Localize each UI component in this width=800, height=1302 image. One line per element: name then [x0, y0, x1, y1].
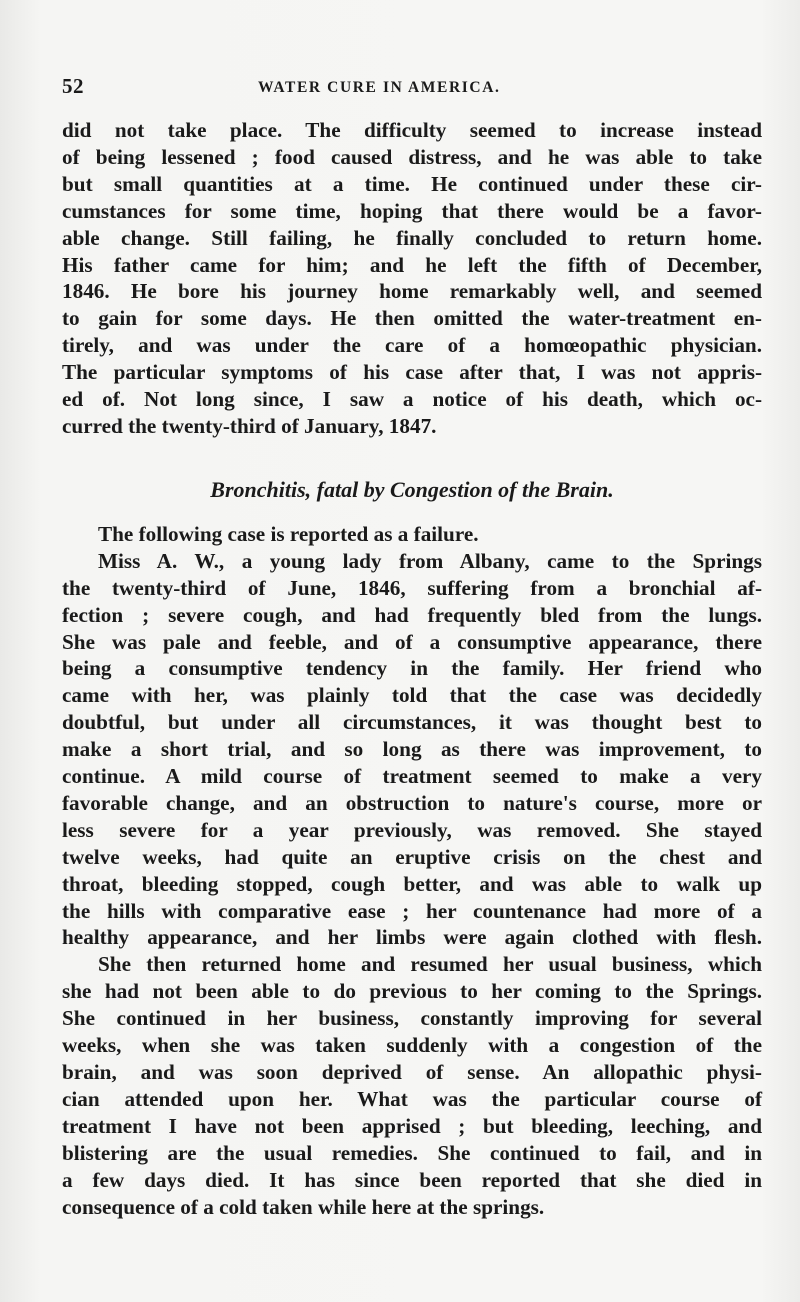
- text-line: the hills with comparative ease ; her countenance had more of a: [62, 898, 762, 923]
- text-line: cumstances for some time, hoping that there would be a favor-: [62, 198, 762, 223]
- text-line: healthy appearance, and her limbs were again clothed with flesh.: [62, 925, 762, 950]
- text-line: favorable change, and an obstruction to nature's course, more or: [62, 790, 762, 815]
- text-line: blistering are the usual remedies. She continued to fail, and in: [62, 1140, 762, 1165]
- text-line: came with her, was plainly told that the case was decidedly: [62, 683, 762, 708]
- text-line: a few days died. It has since been reported that she died in: [62, 1167, 762, 1192]
- text-line: throat, bleeding stopped, cough better, and was able to walk up: [62, 871, 762, 896]
- text-line: ed of. Not long since, I saw a notice of his death, which oc-: [62, 387, 762, 412]
- text-line: His father came for him; and he left the fifth of December,: [62, 252, 762, 277]
- text-line: curred the twenty-third of January, 1847.: [62, 413, 437, 438]
- text-line: of being lessened ; food caused distress, and he was able to take: [62, 144, 762, 169]
- text-line: consequence of a cold taken while here at the springs.: [62, 1194, 545, 1219]
- text-line: 1846. He bore his journey home remarkably well, and seemed: [62, 279, 762, 304]
- text-line: doubtful, but under all circumstances, it was thought best to: [62, 710, 762, 735]
- text-line: She was pale and feeble, and of a consumptive appearance, there: [62, 629, 762, 654]
- text-line: tirely, and was under the care of a homœopathic physician.: [62, 333, 762, 358]
- text-line: cian attended upon her. What was the particular course of: [62, 1086, 762, 1111]
- body-text: [62, 117, 762, 1220]
- text-line: fection ; severe cough, and had frequently bled from the lungs.: [62, 602, 762, 627]
- page-number: 52: [62, 74, 84, 98]
- paragraph-continued: [62, 117, 762, 440]
- text-line: twelve weeks, had quite an eruptive crisis on the chest and: [62, 844, 762, 869]
- text-line: treatment I have not been apprised ; but bleeding, leeching, and: [62, 1113, 762, 1138]
- text-line: brain, and was soon deprived of sense. An allopathic physi-: [62, 1060, 762, 1084]
- text-line: She continued in her business, constantly improving for several: [62, 1006, 762, 1031]
- paragraph-outcome: [62, 951, 762, 1220]
- paragraph-intro: [62, 521, 762, 548]
- text-line: did not take place. The difficulty seemed to increase instead: [62, 118, 762, 142]
- text-line: being a consumptive tendency in the family. Her friend who: [62, 656, 762, 681]
- text-line: She then returned home and resumed her usual business, which: [98, 952, 762, 977]
- text-line: able change. Still failing, he finally concluded to return home.: [62, 225, 762, 250]
- paragraph-case: [62, 548, 762, 952]
- text-line: weeks, when she was taken suddenly with a congestion of the: [62, 1033, 762, 1058]
- text-line: she had not been able to do previous to her coming to the Springs.: [62, 979, 762, 1004]
- section-heading: Bronchitis, fatal by Congestion of the Brain.: [210, 476, 614, 502]
- running-head: WATER CURE IN AMERICA.: [258, 79, 501, 96]
- text-line: The following case is reported as a failure.: [98, 521, 479, 546]
- page-header: [62, 74, 764, 104]
- text-line: The particular symptoms of his case after that, I was not appris-: [62, 360, 762, 385]
- text-line: Miss A. W., a young lady from Albany, came to the Springs: [98, 548, 762, 573]
- text-line: the twenty-third of June, 1846, suffering from a bronchial af-: [62, 575, 762, 600]
- text-line: but small quantities at a time. He continued under these cir-: [62, 171, 762, 196]
- text-line: less severe for a year previously, was removed. She stayed: [62, 817, 762, 842]
- text-line: continue. A mild course of treatment seemed to make a very: [62, 764, 762, 789]
- text-line: make a short trial, and so long as there was improvement, to: [62, 737, 762, 762]
- text-line: to gain for some days. He then omitted the water-treatment en-: [62, 306, 762, 331]
